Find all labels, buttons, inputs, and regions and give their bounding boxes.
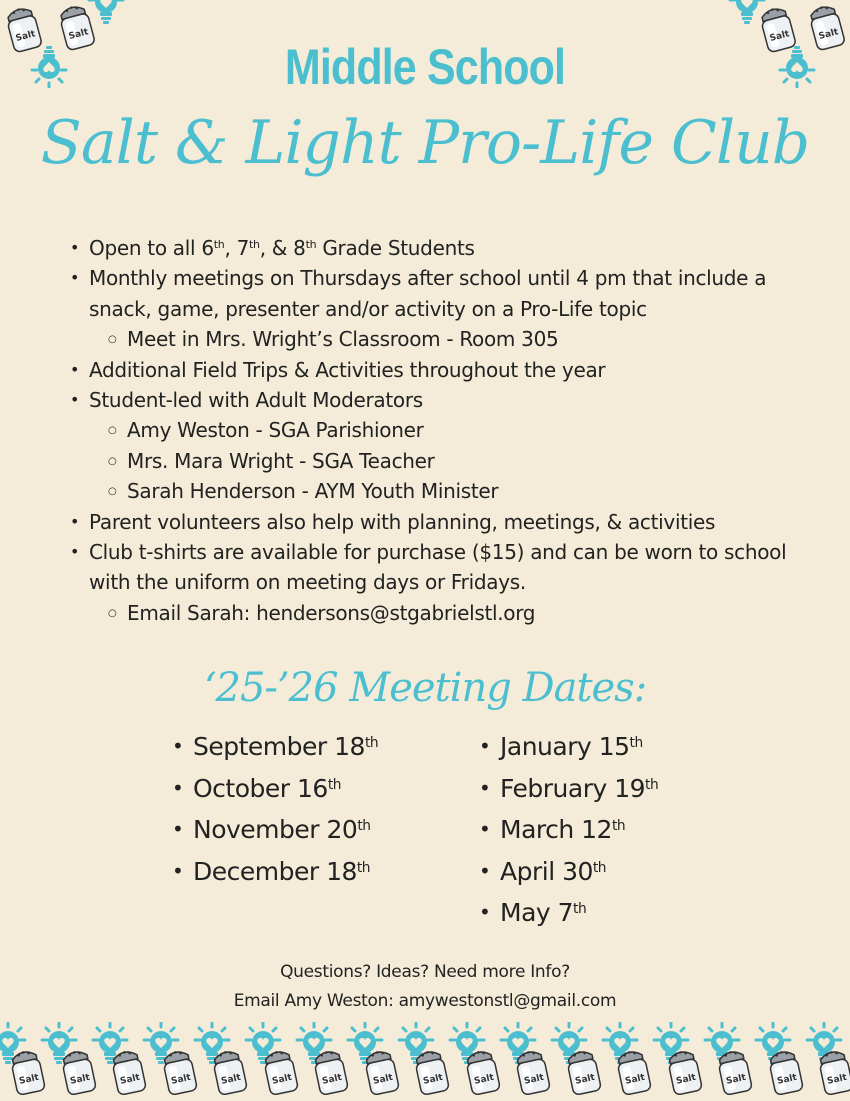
- svg-text:Salt: Salt: [14, 29, 37, 45]
- salt-shaker-icon: [713, 1043, 755, 1101]
- svg-text:Salt: Salt: [725, 1072, 747, 1087]
- svg-text:Salt: Salt: [523, 1072, 545, 1087]
- svg-text:Salt: Salt: [321, 1072, 343, 1087]
- footer-contact: [0, 958, 850, 1016]
- meeting-date-item: • December 18th: [172, 851, 378, 893]
- meeting-date-item: • November 20th: [172, 809, 378, 851]
- info-item: • Open to all 6th, 7th, & 8th Grade Students: [70, 233, 800, 263]
- meeting-date-item: • February 19th: [479, 768, 658, 810]
- meeting-dates-heading: ‘25-’26 Meeting Dates:: [203, 665, 647, 711]
- salt-shaker-icon: [461, 1043, 503, 1101]
- meeting-dates-left-column: [172, 726, 378, 892]
- svg-text:Salt: Salt: [270, 1072, 293, 1087]
- salt-shaker-icon: [663, 1043, 705, 1101]
- salt-shaker-icon: [764, 1043, 806, 1101]
- svg-text:Salt: Salt: [119, 1072, 141, 1087]
- meeting-date-item: • September 18th: [172, 726, 378, 768]
- svg-text:Salt: Salt: [768, 29, 791, 45]
- footer-email: Email Amy Weston: amywestonstl@gmail.com: [233, 991, 617, 1011]
- footer-questions: Questions? Ideas? Need more Info?: [280, 962, 570, 982]
- svg-text:Salt: Salt: [573, 1072, 596, 1087]
- svg-text:Salt: Salt: [18, 1072, 40, 1087]
- salt-shaker-icon: [6, 1043, 48, 1101]
- svg-text:Salt: Salt: [775, 1072, 798, 1087]
- svg-text:Salt: Salt: [68, 1072, 91, 1087]
- svg-text:Salt: Salt: [817, 27, 840, 43]
- info-item: • Additional Field Trips & Activities throughout the year: [70, 355, 800, 385]
- info-item: • Parent volunteers also help with planning, meetings, & activities: [70, 507, 800, 537]
- page-subtitle: Middle School: [284, 39, 566, 95]
- svg-text:Salt: Salt: [624, 1072, 646, 1087]
- info-sub-item: ○ Amy Weston - SGA Parishioner: [70, 415, 800, 445]
- salt-shaker-icon: [57, 1043, 99, 1101]
- meeting-date-item: • January 15th: [479, 726, 658, 768]
- meeting-date-item: • October 16th: [172, 768, 378, 810]
- svg-text:Salt: Salt: [169, 1072, 192, 1087]
- svg-text:Salt: Salt: [371, 1072, 394, 1087]
- page-title: Salt & Light Pro-Life Club: [40, 108, 810, 178]
- salt-shaker-icon: [814, 1043, 850, 1101]
- info-item: • Student-led with Adult Moderators: [70, 385, 800, 415]
- info-item: • Club t-shirts are available for purchase ($15) and can be worn to school with the uniform on meeting days or Fridays.: [70, 537, 800, 598]
- meeting-dates-right-column: [479, 726, 658, 934]
- salt-shaker-icon: [259, 1043, 301, 1101]
- salt-shaker-icon: [309, 1043, 351, 1101]
- salt-shaker-icon: [158, 1043, 200, 1101]
- info-list: [70, 233, 800, 628]
- salt-shaker-icon: [208, 1043, 250, 1101]
- salt-shaker-icon: [360, 1043, 402, 1101]
- svg-text:Salt: Salt: [220, 1072, 242, 1087]
- salt-shaker-icon: [410, 1043, 452, 1101]
- info-sub-item: ○ Email Sarah: hendersons@stgabrielstl.org: [70, 598, 800, 628]
- svg-text:Salt: Salt: [472, 1072, 495, 1087]
- meeting-date-item: • April 30th: [479, 851, 658, 893]
- info-sub-item: ○ Meet in Mrs. Wright’s Classroom - Room 305: [70, 324, 800, 354]
- meeting-date-item: • May 7th: [479, 892, 658, 934]
- salt-shaker-icon: [612, 1043, 654, 1101]
- svg-text:Salt: Salt: [826, 1072, 848, 1087]
- info-item: • Monthly meetings on Thursdays after school until 4 pm that include a snack, game, presenter and/or activity on a Pro-Life topic: [70, 263, 800, 324]
- info-sub-item: ○ Sarah Henderson - AYM Youth Minister: [70, 476, 800, 506]
- salt-shaker-icon: [511, 1043, 553, 1101]
- salt-shaker-icon: [562, 1043, 604, 1101]
- svg-text:Salt: Salt: [67, 27, 90, 43]
- salt-shaker-icon: [107, 1043, 149, 1101]
- svg-text:Salt: Salt: [674, 1072, 697, 1087]
- info-sub-item: ○ Mrs. Mara Wright - SGA Teacher: [70, 446, 800, 476]
- meeting-date-item: • March 12th: [479, 809, 658, 851]
- svg-text:Salt: Salt: [422, 1072, 444, 1087]
